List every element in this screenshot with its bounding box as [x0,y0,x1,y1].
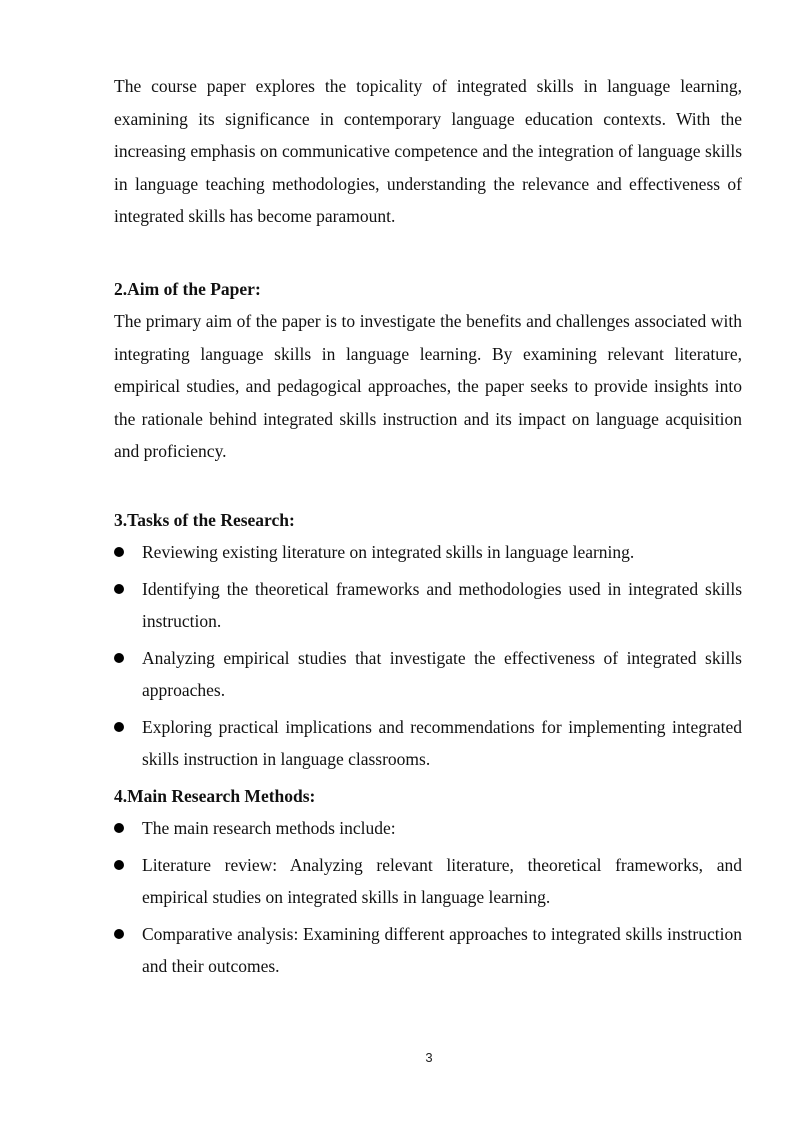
tasks-list [114,536,742,776]
list-item [114,849,742,914]
document-page [114,70,742,987]
list-item-text: Comparative analysis: Examining different approaches to integrated skills instruction and their outcomes. [142,923,742,976]
aim-paragraph: The primary aim of the paper is to investigate the benefits and challenges associated with integrating language skills in language learning. By examining relevant literature, empirical studies, and pedagogical approaches, the paper seeks to provide insights into the rationale behind integrated skills instruction and its impact on language acquisition and proficiency. [114,311,742,461]
list-item [114,536,742,569]
spacer [114,468,742,504]
bullet-icon [114,929,124,939]
list-item [114,918,742,983]
list-item-text: Reviewing existing literature on integrated skills in language learning. [142,542,635,562]
page-number: 3 [425,1050,433,1065]
list-item-text: Literature review: Analyzing relevant literature, theoretical frameworks, and empirical studies on integrated skills in language learning. [142,854,742,907]
methods-heading: 4.Main Research Methods: [114,785,316,806]
bullet-icon [114,653,124,663]
spacer [114,233,742,273]
list-item-text: Identifying the theoretical frameworks and methodologies used in integrated skills instruction. [142,578,742,631]
list-item-text: Analyzing empirical studies that investigate the effectiveness of integrated skills approaches. [142,647,742,700]
list-item [114,642,742,707]
aim-heading: 2.Aim of the Paper: [114,278,261,299]
list-item-text: The main research methods include: [142,818,396,838]
bullet-icon [114,584,124,594]
list-item [114,573,742,638]
list-item-text: Exploring practical implications and recommendations for implementing integrated skills instruction in language classrooms. [142,716,742,769]
bullet-icon [114,722,124,732]
bullet-icon [114,823,124,833]
bullet-icon [114,547,124,557]
intro-paragraph: The course paper explores the topicality of integrated skills in language learning, examining its significance in contemporary language education contexts. With the increasing emphasis on communicative competence and the integration of language skills in language teaching methodologies, understanding the relevance and effectiveness of integrated skills has become paramount. [114,76,742,226]
tasks-heading: 3.Tasks of the Research: [114,509,295,530]
methods-list [114,812,742,983]
list-item [114,812,742,845]
list-item [114,711,742,776]
bullet-icon [114,860,124,870]
